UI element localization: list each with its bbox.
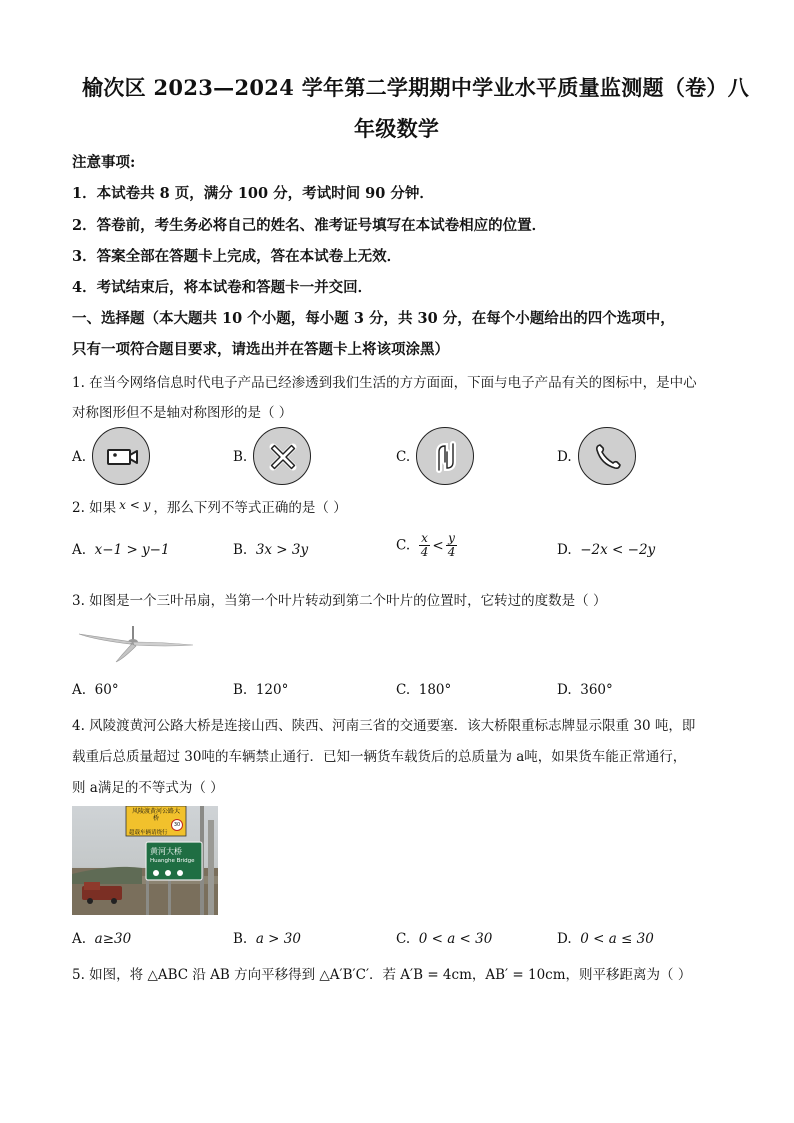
question-1-text: 1. 在当今网络信息时代电子产品已经渗透到我们生活的方方面面，下面与电子产品有关的图标中，是中心: [72, 375, 697, 391]
q2-option-a-label: A.: [72, 542, 87, 558]
q3-option-c: C. 180°: [396, 682, 452, 698]
bridge-name-cn: 黄河大桥: [150, 847, 182, 856]
q2-option-b-text: 3x > 3y: [255, 542, 309, 558]
ceiling-fan-image: [76, 622, 196, 666]
question-1-text-line2: 对称图形但不是轴对称图形的是（ ）: [72, 405, 293, 421]
question-3-text: 3. 如图是一个三叶吊扇，当第一个叶片转动到第二个叶片的位置时，它转过的度数是（ ）: [72, 593, 607, 609]
q2-option-b-label: B.: [233, 542, 248, 558]
note-item: 3．答案全部在答题卡上完成，答在本试卷上无效．: [72, 248, 402, 265]
q2-condition: x < y: [119, 498, 151, 512]
q4-option-b: B. a > 30: [233, 931, 301, 947]
q2-option-b: [233, 542, 308, 558]
question-5-text: 5. 如图，将 △ABC 沿 AB 方向平移得到 △A′B′C′．若 A′B = 4cm，AB′ = 10cm，则平移距离为（ ）: [72, 967, 692, 983]
q1-option-c-label: C.: [396, 449, 411, 465]
question-2-text: [72, 496, 347, 516]
question-4-text: 4. 风陵渡黄河公路大桥是连接山西、陕西、河南三省的交通要塞．该大桥限重标志牌显示限重 30 吨，即: [72, 718, 696, 734]
q1-option-b-label: B.: [233, 449, 248, 465]
q4-option-c: C. 0 < a < 30: [396, 931, 493, 947]
q2-option-d-text: −2x < −2y: [580, 542, 656, 558]
q2-option-c: [396, 532, 457, 559]
page-title: 榆次区 2023—2024 学年第二学期期中学业水平质量监测题（卷）八: [82, 75, 750, 100]
sign-top-text: 风陵渡黄河公路大桥: [131, 808, 180, 822]
q2-option-c-label: C.: [396, 537, 411, 554]
q3-option-a: A. 60°: [72, 682, 119, 698]
q4-option-d: D. 0 < a ≤ 30: [557, 931, 654, 947]
bridge-sign-photo: [72, 806, 218, 915]
close-x-icon: [253, 427, 311, 485]
fraction-x-over-4: $\frac{x}{4}$: [420, 531, 429, 559]
note-item: 2．答卷前，考生务必将自己的姓名、准考证号填写在本试卷相应的位置．: [72, 217, 547, 234]
question-4-text-line3: 则 a满足的不等式为（ ）: [72, 780, 224, 796]
q1-option-a-label: A.: [72, 449, 87, 465]
phone-handset-icon: [578, 427, 636, 485]
bridge-name-en: Huanghe Bridge: [150, 858, 195, 864]
q2-option-d: [557, 542, 655, 558]
q2-suffix: ，那么下列不等式正确的是（ ）: [153, 500, 347, 516]
rotate-arrows-icon: [416, 427, 474, 485]
section-heading-line2: 只有一项符合题目要求，请选出并在答题卡上将该项涂黑）: [72, 341, 449, 358]
weight-limit-sign: 30: [171, 819, 183, 831]
q3-option-b: B. 120°: [233, 682, 289, 698]
q2-option-a: [72, 542, 170, 558]
notes-heading: 注意事项:: [72, 154, 136, 171]
fraction-y-over-4: $\frac{y}{4}$: [447, 531, 456, 559]
q2-option-d-label: D.: [557, 542, 572, 558]
page-title-line2: 年级数学: [354, 116, 440, 141]
note-item: 4．考试结束后，将本试卷和答题卡一并交回．: [72, 279, 373, 296]
q2-option-c-op: <: [432, 537, 444, 554]
sign-bottom-text: 超载车辆请绕行: [129, 830, 168, 836]
q1-option-d-label: D.: [557, 449, 572, 465]
q2-prefix: 2. 如果: [72, 500, 117, 516]
q3-option-d: D. 360°: [557, 682, 613, 698]
q2-option-a-text: x−1 > y−1: [94, 542, 170, 558]
note-item: 1．本试卷共 8 页，满分 100 分，考试时间 90 分钟．: [72, 185, 434, 202]
section-heading: 一、选择题（本大题共 10 个小题，每小题 3 分，共 30 分，在每个小题给出的四个选项中，: [72, 310, 675, 327]
video-camera-icon: [92, 427, 150, 485]
question-4-text-line2: 载重后总质量超过 30吨的车辆禁止通行．已知一辆货车载货后的总质量为 a吨，如果货车能正常通行，: [72, 749, 687, 765]
q4-option-a: A. a≥30: [72, 931, 132, 947]
